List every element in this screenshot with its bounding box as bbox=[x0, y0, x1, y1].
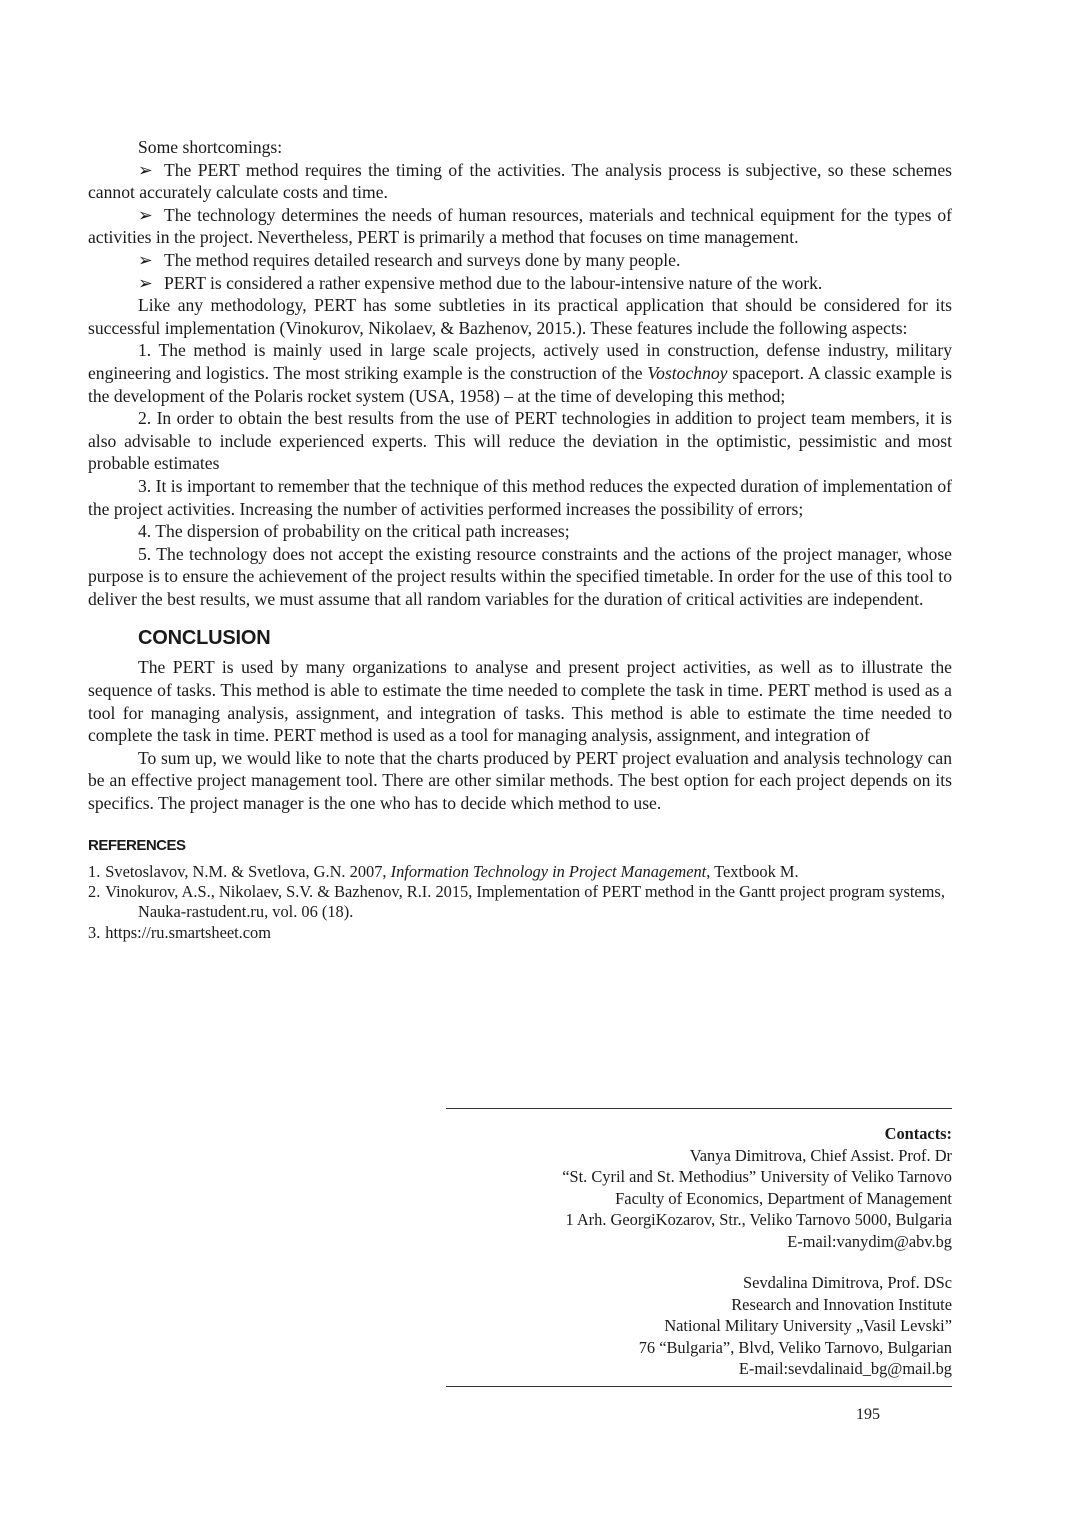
bullet-item: ➢ PERT is considered a rather expensive method due to the labour-intensive nature of the work. bbox=[138, 272, 823, 293]
arrow-bullet-icon: ➢ bbox=[138, 249, 153, 270]
bullet-item: ➢ The method requires detailed research and surveys done by many people. bbox=[138, 249, 681, 270]
shortcomings-intro: Some shortcomings: bbox=[138, 137, 283, 157]
author1-email: E-mail:vanydim@abv.bg bbox=[787, 1231, 952, 1251]
author2-email: E-mail:sevdalinaid_bg@mail.bg bbox=[738, 1359, 952, 1378]
list-item-1: 1. The method is mainly used in large scale projects, actively used in construction, defense industry, military engineering and logistics. The most striking example is the construction of the Vostochnoy spaceport. A classic example is the development of the Polaris rocket system (USA, 1958) – at the time of developing this method; bbox=[88, 340, 953, 406]
subtleties-paragraph: Like any methodology, PERT has some subtleties in its practical application that should be considered for its successful implementation (Vinokurov, Nikolaev, & Bazhenov, 2015.). These features include the following aspects: bbox=[88, 295, 952, 338]
author2-address: 76 “Bulgaria”, Blvd, Veliko Tarnovo, Bulgarian bbox=[638, 1337, 952, 1357]
arrow-bullet-icon: ➢ bbox=[138, 159, 153, 180]
spacer bbox=[446, 1252, 952, 1272]
author1-university: “St. Cyril and St. Methodius” University of Veliko Tarnovo bbox=[562, 1167, 952, 1186]
author1-faculty: Faculty of Economics, Department of Management bbox=[615, 1188, 952, 1208]
references-heading: REFERENCES bbox=[88, 836, 186, 854]
author2-name: Sevdalina Dimitrova, Prof. DSc bbox=[743, 1273, 952, 1292]
bullet-item: ➢ The PERT method requires the timing of the activities. The analysis process is subjective, so these schemes cannot accurately calculate costs and time. bbox=[88, 159, 952, 203]
list-item-3: 3. It is important to remember that the technique of this method reduces the expected duration of implementation of the project activities. Increasing the number of activities performed increases the possibility of errors; bbox=[88, 475, 952, 519]
conclusion-heading: CONCLUSION bbox=[138, 627, 271, 650]
reference-item: 2. Vinokurov, A.S., Nikolaev, S.V. & Bazhenov, R.I. 2015, Implementation of PERT method in the Gantt project program systems, Nauka-rastudent.ru, vol. 06 (18). bbox=[88, 882, 945, 922]
arrow-bullet-icon: ➢ bbox=[138, 272, 153, 293]
conclusion-paragraph-2: To sum up, we would like to note that the charts produced by PERT project evaluation and analysis technology can be an effective project management tool. There are other similar methods. The best option for each project depends on its specifics. The project manager is the one who has to decide which method to use. bbox=[88, 747, 952, 814]
author1-name: Vanya Dimitrova, Chief Assist. Prof. Dr bbox=[689, 1145, 952, 1165]
reference-item: 1. Svetoslavov, N.M. & Svetlova, G.N. 2007, Information Technology in Project Management, Textbook M. bbox=[88, 861, 799, 881]
list-item-2: 2. In order to obtain the best results from the use of PERT technologies in addition to project team members, it is also advisable to include experienced experts. This will reduce the deviation in the optimistic, pessimistic and most probable estimates bbox=[88, 408, 952, 474]
conclusion-paragraph-1: The PERT is used by many organizations to analyse and present project activities, as well as to illustrate the sequence of tasks. This method is able to estimate the time needed to complete the task in time. PERT method is used as a tool for managing analysis, assignment, and integration of tasks. This method is able to estimate the time needed to complete the task in time. PERT method is used as a tool for managing analysis, assignment, and integration of bbox=[88, 657, 952, 746]
author1-address: 1 Arh. GeorgiKozarov, Str., Veliko Tarnovo 5000, Bulgaria bbox=[565, 1210, 952, 1229]
author2-university: National Military University „Vasil Levski” bbox=[664, 1316, 952, 1335]
contacts-title: Contacts: bbox=[884, 1124, 952, 1143]
bullet-item: ➢ The technology determines the needs of human resources, materials and technical equipment for the types of activities in the project. Nevertheless, PERT is primarily a method that focuses on time management. bbox=[88, 204, 952, 248]
arrow-bullet-icon: ➢ bbox=[138, 204, 153, 225]
author2-institute: Research and Innovation Institute bbox=[731, 1294, 952, 1314]
page-body bbox=[88, 136, 952, 943]
page-number: 195 bbox=[856, 1406, 880, 1423]
contacts-block bbox=[446, 1108, 952, 1387]
list-item-5: 5. The technology does not accept the existing resource constraints and the actions of the project manager, whose purpose is to ensure the achievement of the project results within the specified timetable. In order for the use of this tool to deliver the best results, we must assume that all random variables for the duration of critical activities are independent. bbox=[88, 543, 952, 609]
list-item-4: 4. The dispersion of probability on the critical path increases; bbox=[138, 521, 570, 542]
reference-item: 3. https://ru.smartsheet.com bbox=[88, 922, 271, 942]
